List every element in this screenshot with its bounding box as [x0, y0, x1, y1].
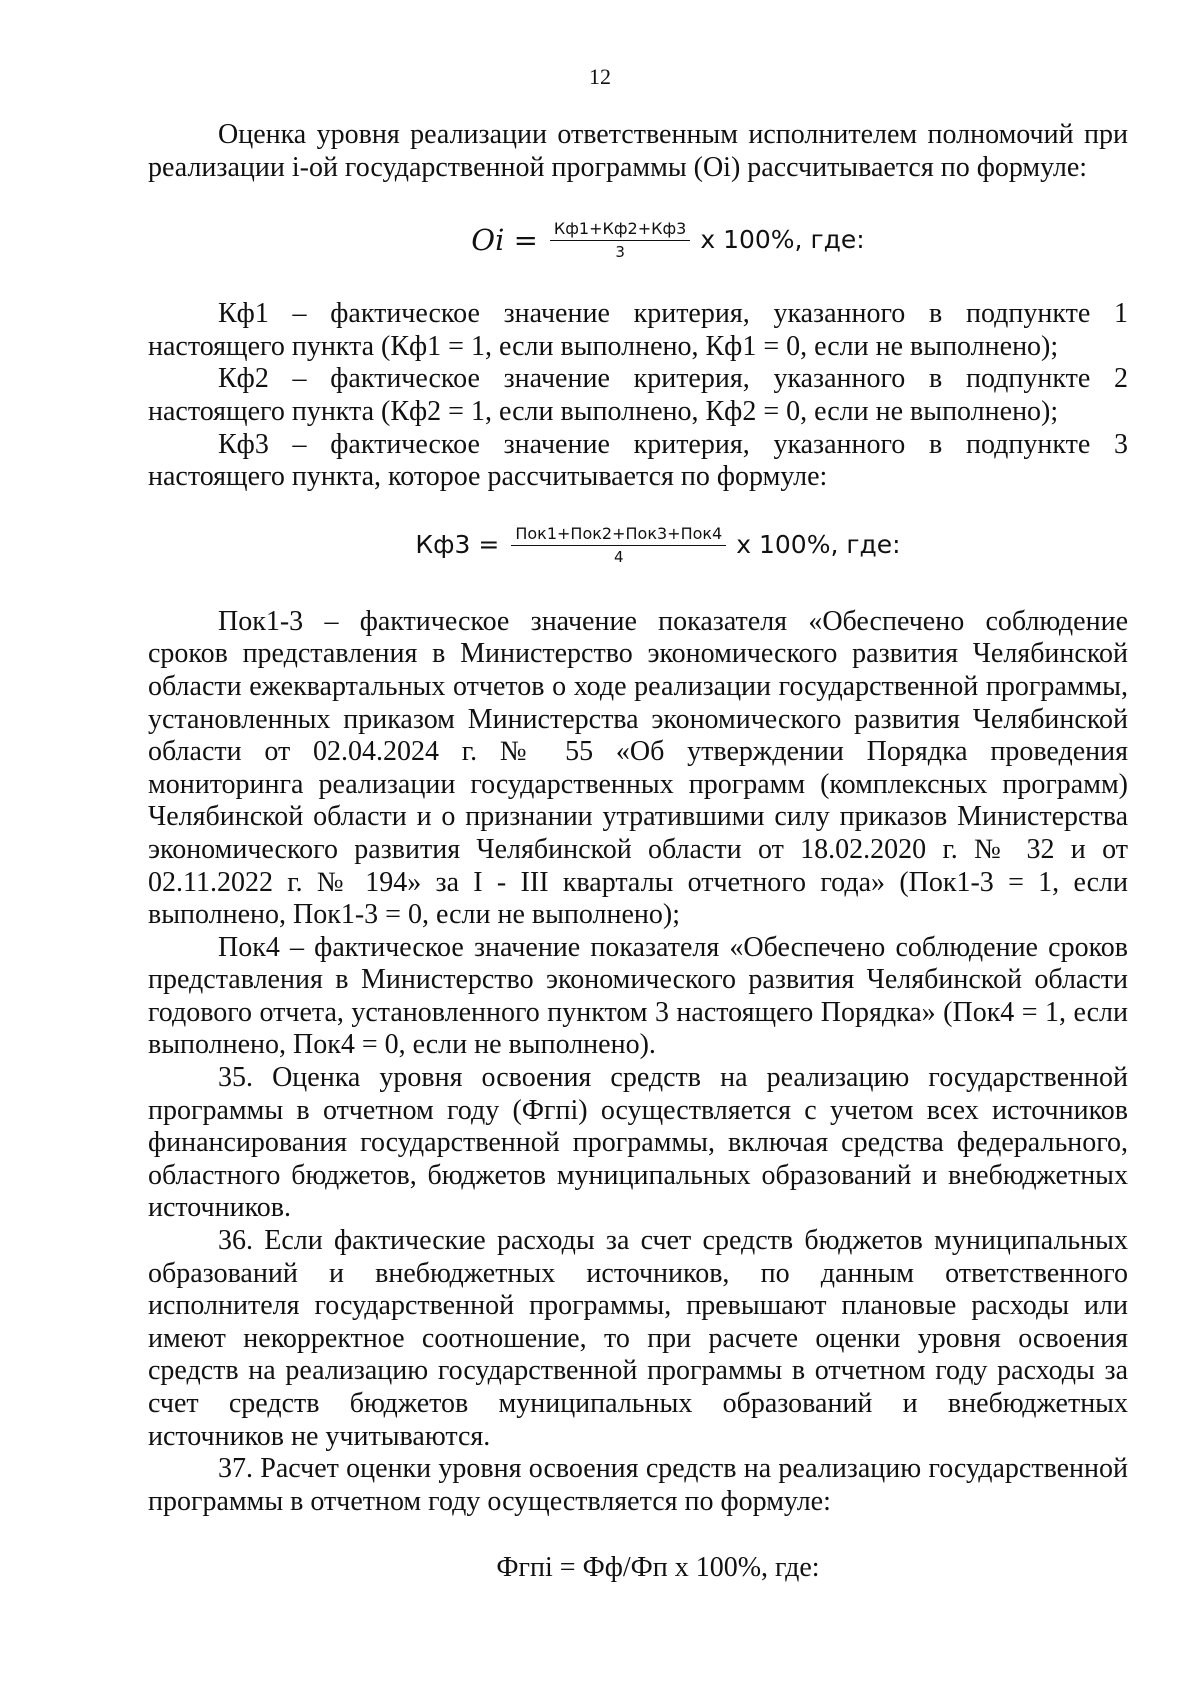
formula-kf3-fraction [511, 524, 726, 567]
paragraph-kf2: Кф2 – фактическое значение критерия, указанного в подпункте 2 настоящего пункта (Кф2 = 1, если выполнено, Кф2 = 0, если не выполнено); [148, 363, 1128, 427]
paragraph-kf3: Кф3 – фактическое значение критерия, указанного в подпункте 3 настоящего пункта, которое рассчитывается по формуле: [148, 428, 1128, 493]
formula-oi-denominator: 3 [615, 242, 625, 261]
page-number: 12 [589, 64, 611, 89]
formula-oi-fraction [550, 219, 690, 262]
formula-oi-tail: х 100%, где: [700, 224, 865, 254]
formula-oi [148, 218, 1128, 262]
paragraph-pok4: Пок4 – фактическое значение показателя «Обеспечено соблюдение сроков представления в Министерство экономического развития Челябинской области годового отчета, установленного пунктом 3 настоящего Порядка» (Пок4 = 1, если выполнено, Пок4 = 0, если не выполнено). [148, 931, 1128, 1061]
formula-kf3-denominator: 4 [614, 548, 624, 567]
document-body [148, 119, 1128, 1585]
paragraph-35: 35. Оценка уровня освоения средств на реализацию государственной программы в отчетном году (Фгпi) осуществляется с учетом всех источников финансирования государственной программы, включая средства федерального, областного бюджетов, бюджетов муниципальных образований и внебюджетных источников. [148, 1062, 1128, 1224]
formula-kf3 [148, 524, 1128, 568]
paragraph-kf1: Кф1 – фактическое значение критерия, указанного в подпункте 1 настоящего пункта (Кф1 = 1, если выполнено, Кф1 = 0, если не выполнено); [148, 298, 1128, 362]
formula-kf3-tail: х 100%, где: [736, 530, 901, 560]
paragraph-37: 37. Расчет оценки уровня освоения средств на реализацию государственной программы в отчетном году осуществляется по формуле: [148, 1453, 1128, 1517]
paragraph-pok1-3: Пок1-3 – фактическое значение показателя «Обеспечено соблюдение сроков представления в Министерство экономического развития Челябинской области ежеквартальных отчетов о ходе реализации государственной программы, установленных приказом Министерства экономического развития Челябинской области от 02.04.2024 г. № 55 «Об утверждении Порядка проведения мониторинга реализации государственных программ (комплексных программ) Челябинской области и о признании утратившими силу приказов Министерства экономического развития Челябинской области от 18.02.2020 г. № 32 и от 02.11.2022 г. № 194» за I - III кварталы отчетного года» (Пок1-3 = 1, если выполнено, Пок1-3 = 0, если не выполнено); [148, 605, 1128, 931]
formula-oi-lhs: Oi = [471, 222, 538, 257]
formula-fgpi: Фгпi = Фф/Фп х 100%, где: [496, 1552, 820, 1584]
formula-oi-numerator: Кф1+Кф2+Кф3 [550, 219, 690, 241]
paragraph-36: 36. Если фактические расходы за счет средств бюджетов муниципальных образований и внебюджетных источников, по данным ответственного исполнителя государственной программы, превышают плановые расходы или имеют некорректное соотношение, то при расчете оценки уровня освоения средств на реализацию государственной программы в отчетном году расходы за счет средств бюджетов муниципальных образований и внебюджетных источников не учитываются. [148, 1225, 1128, 1452]
formula-kf3-lhs: Кф3 = [415, 530, 500, 560]
formula-kf3-numerator: Пок1+Пок2+Пок3+Пок4 [511, 524, 726, 546]
paragraph-intro: Оценка уровня реализации ответственным исполнителем полномочий при реализации i-ой государственной программы (Oi) рассчитывается по формуле: [148, 119, 1128, 183]
